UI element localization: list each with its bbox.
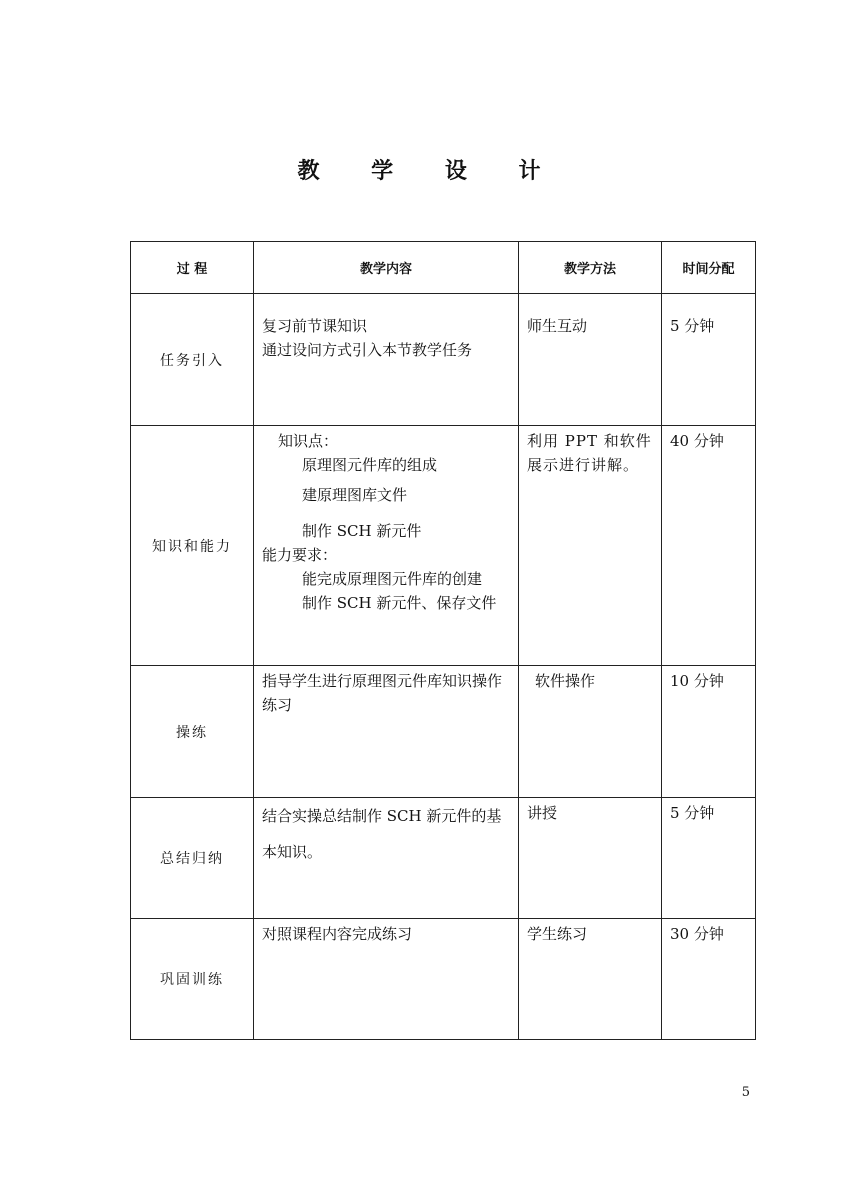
row-content: 指导学生进行原理图元件库知识操作练习 [254,666,519,798]
section-heading: 知识点： [278,432,339,450]
row-method: 讲授 [519,798,662,919]
row-method: 利用 PPT 和软件展示进行讲解。 [519,426,662,666]
content-line: 建原理图库文件 [302,486,408,504]
row-process: 任务引入 [131,294,254,426]
content-line: 制作 SCH 新元件、保存文件 [302,594,497,612]
content-line: 复习前节课知识 [262,317,368,335]
table-row [131,426,756,666]
row-time: 40 分钟 [662,426,756,666]
header-time: 时间分配 [662,242,756,294]
row-time: 5 分钟 [662,798,756,919]
content-line: 原理图元件库的组成 [302,456,438,474]
row-time: 10 分钟 [662,666,756,798]
row-method: 软件操作 [519,666,662,798]
row-time: 30 分钟 [662,919,756,1040]
row-process: 巩固训练 [131,919,254,1040]
row-method: 学生练习 [519,919,662,1040]
row-method: 师生互动 [519,294,662,426]
table-row [131,294,756,426]
row-process: 知识和能力 [131,426,254,666]
content-line: 通过设问方式引入本节教学任务 [262,341,473,359]
page-number: 5 [741,1085,750,1100]
table-row [131,666,756,798]
row-content: 结合实操总结制作 SCH 新元件的基本知识。 [254,798,519,919]
table-row [131,798,756,919]
row-content [254,426,519,666]
header-method: 教学方法 [519,242,662,294]
row-content [254,294,519,426]
content-line: 能完成原理图元件库的创建 [302,570,483,588]
header-process: 过 程 [131,242,254,294]
table-row [131,919,756,1040]
content-line: 制作 SCH 新元件 [302,522,422,540]
row-time: 5 分钟 [662,294,756,426]
header-content: 教学内容 [254,242,519,294]
table-header-row [131,242,756,294]
section-heading: 能力要求： [262,546,338,564]
teaching-plan-table [130,241,756,1040]
row-process: 操练 [131,666,254,798]
row-process: 总结归纳 [131,798,254,919]
page-title: 教 学 设 计 [297,159,563,184]
row-content: 对照课程内容完成练习 [254,919,519,1040]
